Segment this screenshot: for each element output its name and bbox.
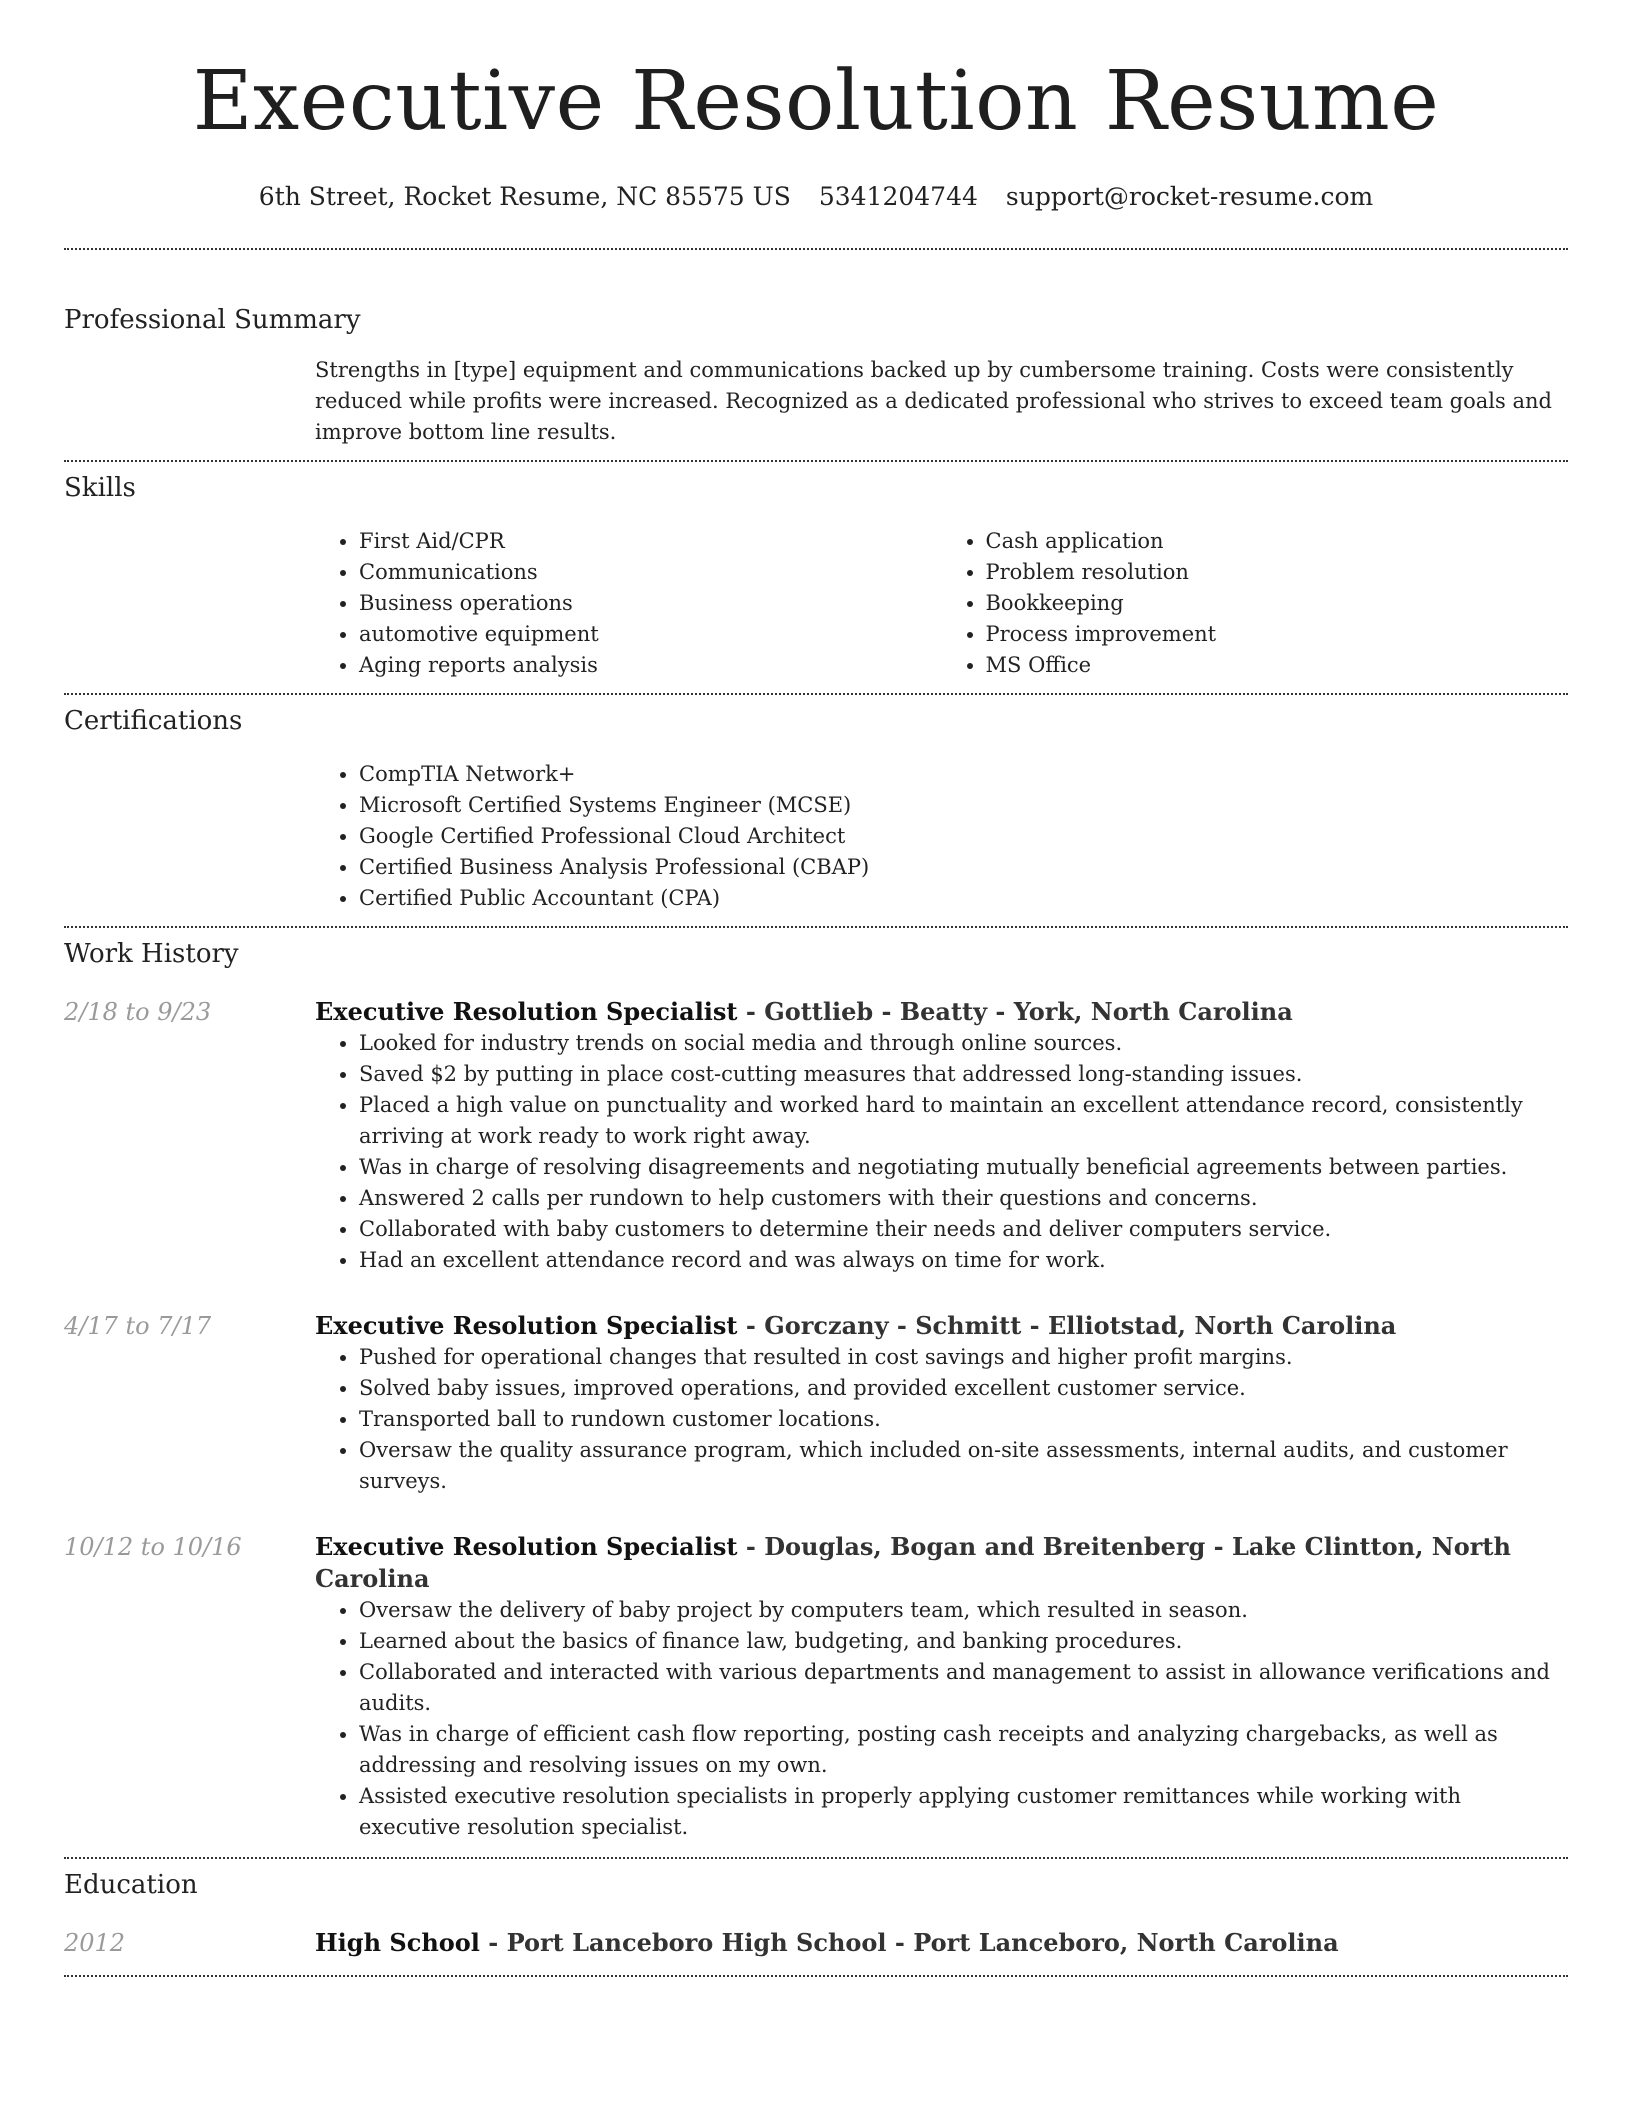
job-employer: - Gottlieb - Beatty - York, North Carolina — [737, 997, 1293, 1026]
contact-email[interactable]: support@rocket-resume.com — [1005, 182, 1374, 211]
job-role: Executive Resolution Specialist — [315, 1532, 738, 1561]
job-bullet: • Was in charge of efficient cash flow reporting, posting cash receipts and analyzing chargebacks, as well as addressing and resolving issues on my own. — [359, 1719, 1568, 1781]
job-main — [315, 1531, 1568, 1843]
certifications-section — [64, 695, 1568, 914]
skill-item: • automotive equipment — [359, 619, 942, 650]
certification-item: • CompTIA Network+ — [359, 759, 1568, 790]
job-bullet: • Collaborated and interacted with various departments and management to assist in allowance verifications and audits. — [359, 1657, 1568, 1719]
job-role: Executive Resolution Specialist — [315, 1311, 738, 1340]
skill-item: • First Aid/CPR — [359, 526, 942, 557]
job-main — [315, 996, 1568, 1276]
job-date: 2/18 to 9/23 — [64, 998, 212, 1026]
education-entry — [64, 1927, 1568, 1959]
certifications-body — [315, 759, 1568, 914]
work-section — [64, 928, 1568, 1843]
education-main — [315, 1927, 1568, 1959]
job-bullet: • Had an excellent attendance record and was always on time for work. — [359, 1245, 1568, 1276]
skills-list-left — [315, 526, 942, 681]
certification-item: • Google Certified Professional Cloud Architect — [359, 821, 1568, 852]
education-date: 2012 — [64, 1929, 126, 1957]
skills-title: Skills — [64, 473, 136, 503]
summary-section — [64, 250, 1568, 448]
job-bullets — [315, 1028, 1568, 1276]
job-entry — [64, 1531, 1568, 1843]
education-title: Education — [64, 1870, 198, 1900]
summary-title: Professional Summary — [64, 305, 361, 335]
job-employer: - Gorczany - Schmitt - Elliotstad, North Carolina — [737, 1311, 1397, 1340]
contact-line — [64, 182, 1568, 212]
contact-phone: 5341204744 — [818, 182, 978, 211]
contact-address: 6th Street, Rocket Resume, NC 85575 US — [258, 182, 791, 211]
skill-item: • MS Office — [986, 650, 1569, 681]
education-divider — [64, 1975, 1568, 1977]
job-main — [315, 1310, 1568, 1497]
job-bullet: • Transported ball to rundown customer locations. — [359, 1404, 1568, 1435]
job-bullets — [315, 1342, 1568, 1497]
summary-text: Strengths in [type] equipment and communications backed up by cumbersome training. Costs were consistently reduced while profits were increased. Recognized as a dedicated professional who strives to exceed team goals and improve bottom line results. — [315, 358, 1552, 444]
certifications-title: Certifications — [64, 706, 243, 736]
summary-body — [315, 355, 1568, 448]
job-bullet: • Answered 2 calls per rundown to help customers with their questions and concerns. — [359, 1183, 1568, 1214]
job-bullet: • Saved $2 by putting in place cost-cutting measures that addressed long-standing issues. — [359, 1059, 1568, 1090]
job-bullet: • Oversaw the delivery of baby project by computers team, which resulted in season. — [359, 1595, 1568, 1626]
job-date: 4/17 to 7/17 — [64, 1312, 212, 1340]
skills-columns — [315, 526, 1568, 681]
job-entry — [64, 996, 1568, 1276]
certification-item: • Certified Public Accountant (CPA) — [359, 883, 1568, 914]
skill-item: • Cash application — [986, 526, 1569, 557]
job-bullet: • Oversaw the quality assurance program, which included on-site assessments, internal audits, and customer surveys. — [359, 1435, 1568, 1497]
skill-item: • Bookkeeping — [986, 588, 1569, 619]
job-bullet: • Collaborated with baby customers to determine their needs and deliver computers service. — [359, 1214, 1568, 1245]
job-bullet: • Was in charge of resolving disagreements and negotiating mutually beneficial agreements between parties. — [359, 1152, 1568, 1183]
job-bullet: • Assisted executive resolution specialists in properly applying customer remittances while working with executive resolution specialist. — [359, 1781, 1568, 1843]
job-heading — [315, 1531, 1568, 1595]
work-title: Work History — [64, 939, 239, 969]
skill-item: • Problem resolution — [986, 557, 1569, 588]
skills-section — [64, 462, 1568, 681]
job-employer: - Douglas, Bogan and Breitenberg - Lake Clintton, North Carolina — [315, 1532, 1511, 1593]
job-bullets — [315, 1595, 1568, 1843]
skill-item: • Process improvement — [986, 619, 1569, 650]
job-heading — [315, 996, 1568, 1028]
skill-item: • Communications — [359, 557, 942, 588]
skill-item: • Aging reports analysis — [359, 650, 942, 681]
education-school: - Port Lanceboro High School - Port Lanceboro, North Carolina — [479, 1928, 1339, 1957]
job-role: Executive Resolution Specialist — [315, 997, 738, 1026]
job-bullet: • Looked for industry trends on social media and through online sources. — [359, 1028, 1568, 1059]
job-bullet: • Pushed for operational changes that resulted in cost savings and higher profit margins. — [359, 1342, 1568, 1373]
job-heading — [315, 1310, 1568, 1342]
skills-list-right — [942, 526, 1569, 681]
job-date: 10/12 to 10/16 — [64, 1533, 242, 1561]
job-bullet: • Learned about the basics of finance law, budgeting, and banking procedures. — [359, 1626, 1568, 1657]
certification-item: • Microsoft Certified Systems Engineer (MCSE) — [359, 790, 1568, 821]
job-entry — [64, 1310, 1568, 1497]
skill-item: • Business operations — [359, 588, 942, 619]
education-section — [64, 1859, 1568, 1959]
education-heading — [315, 1927, 1568, 1959]
resume-title: Executive Resolution Resume — [192, 54, 1440, 149]
education-degree: High School — [315, 1928, 480, 1957]
job-bullet: • Placed a high value on punctuality and worked hard to maintain an excellent attendance record, consistently arriving at work ready to work right away. — [359, 1090, 1568, 1152]
certifications-list — [315, 759, 1568, 914]
certification-item: • Certified Business Analysis Professional (CBAP) — [359, 852, 1568, 883]
job-bullet: • Solved baby issues, improved operations, and provided excellent customer service. — [359, 1373, 1568, 1404]
